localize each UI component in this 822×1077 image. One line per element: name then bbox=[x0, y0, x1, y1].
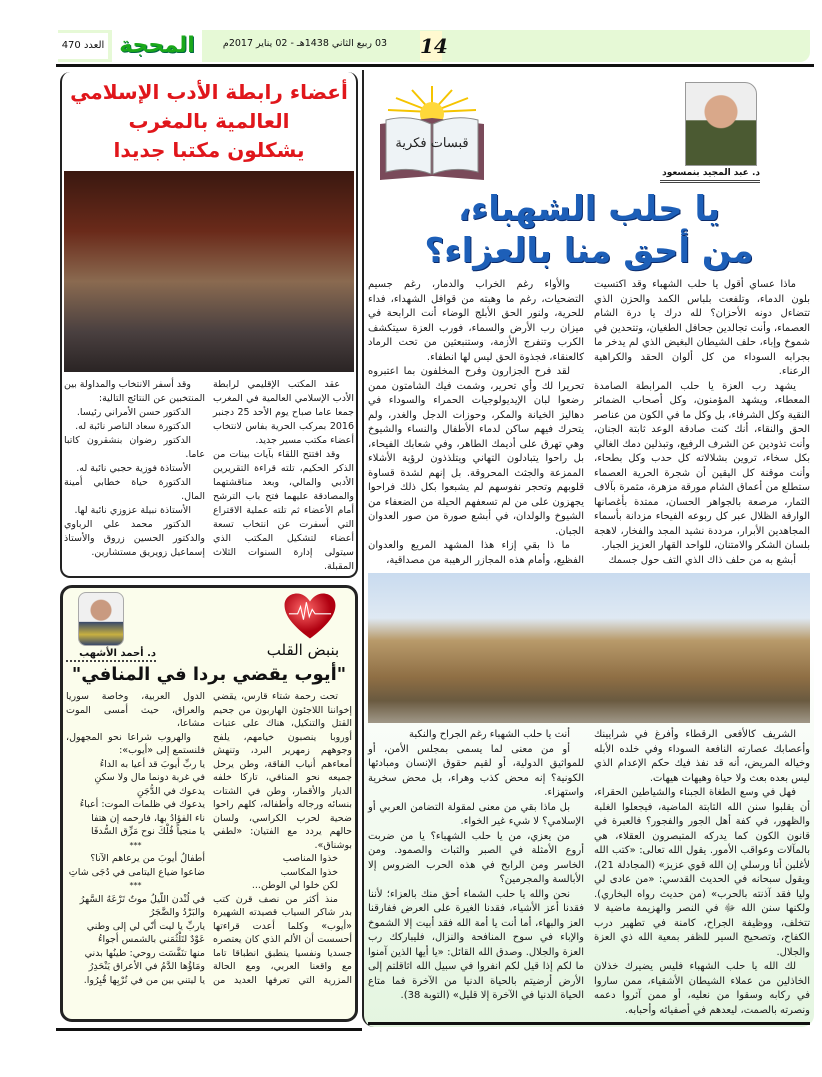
poem-line: في غربة دونما مال ولا سكنِ bbox=[94, 772, 205, 783]
headline-line: يشكلون مكتبا جديدا bbox=[113, 138, 305, 162]
separator: *** bbox=[129, 881, 142, 890]
paragraph: الشريف كالأفعى الرقطاء وأفرغ في شرايينك وأعصابك عصارته النافعة السوداء وفي خلده الأبله وخياله المريض، أنه قد نفذ فيك حكم الإعدام الذي ليس بعده بعث ولا حياة وهيهات هيهات. bbox=[594, 729, 810, 784]
paragraph: بل ماذا بقي من معنى لمقولة التضامن العربي أو الإسلامي؟ لا شيء غير الخواء. bbox=[368, 801, 584, 827]
paragraph: يشهد رب العزة يا حلب المرابطة الصامدة المعطاء، ويشهد المؤمنون، وكل أصحاب الضمائر النقية وكل الشرفاء، بل وكل ما في الكون من عناصر الحق والنقاء، أنك كنت صادقة الوعد ثابتة الجنان، وأنت تذودين عن الشرف الرفيع، وتبذلين دمك الغالي بكل سخاء، تروين بشلالاته كل حدب وكل بطحاء، وأنت موقنة كل اليقين أن شجرة الحرية العصماء ستطلع من أعماق الشام مورقة مزهرة، مثمرة بآلاف الثمار، مرصعة بالجواهر الحسان، ممتدة بأغصانها الوارفة الظلال عبر كل ربوعه الفيحاء مزدانة بأسماء المجاهدين الأبرار، مرددة نشيد المجد والفخار، لاهجة بلسان الشكر والامتنان، للواحد القهار العزيز الجبار. bbox=[594, 380, 810, 551]
paragraph: نحن والله يا حلب الشماء أحق منك بالعزاء؛ لأننا فقدنا أعز الأشياء، فقدنا الغيرة على العرض ففارقنا العز والبهاء، أما أنت يا أمة الله فقد أبيت إلا الشموخ والإباء في سوح المنافحة والنزال، فليباركك رب العزة والجلال. وصدق الله القائل: «يا أيها الذين آمنوا ما لكم إذا قيل لكم انفروا في سبيل الله اثاقلتم إلى الأرض أرضيتم بالحياة الدنيا من الآخرة فما متاع الحياة الدنيا في الآخرة إلا قليل» (التوبة 38). bbox=[368, 888, 584, 1001]
article-columns-top bbox=[368, 278, 810, 568]
poem-line: يدعوك في ظلمات الموت: أعباءُ bbox=[79, 799, 205, 810]
poem-line: أطفالُ أيوبَ من يرعاهم الآنا؟ bbox=[90, 853, 205, 864]
paragraph: منذ أكثر من نصف قرن كتب بدر شاكر السياب قصيدته الشهيرة «أيوب» وكلما أعدت قراءتها أحسست أن الألم الذي كان يعتصره جسديا ونفسيا ينطبق انطباقا تاما مع واقعنا العربي، ومع الحالة المزرية التي تعرفها العديد من الدول العربية، وخاصة سوريا والعراق، حيث أمسى الموت مشاعا، bbox=[66, 691, 352, 986]
paragraph: وقد افتتح اللقاء بآيات بينات من الذكر الحكيم، تلته قراءة التقريرين الأدبي والمالي، وبعد مناقشتهما والمصادقة عليهما فتح باب الترشح أمام الأعضاء ثم تلته عملية الاقتراع التي أسفرت عن انتخاب تسعة أعضاء لتشكيل المكتب الذي سيتولى إدارة السنوات الثلاث المقبلة. bbox=[213, 449, 354, 572]
paragraph: لقد فرح الجزارون وفرح المخلفون بما اعتبروه تحريرا لك وأي تحرير، وشمت فيك الشامتون ممن رضعوا لبان الإيديولوجيات الحمراء والسوداء في دهاليز الخيانة والمكر، وحوزات الدجل والغدر، ولم يتحرك فيهم ساكن لدماء الأطفال والنساء والشيوخ وهي تهرق على أديمك الطاهر، وفي شعابك الفيحاء، بل راحوا يتبادلون التهاني ويتلذذون لرؤية الأشلاء الممزعة والجثث المحروقة. بل إنهم لشدة قساوة قلوبهم وتحجر نفوسهم لم يشبعوا بكل ذلك فراحوا يجهزون على من لم تسعفهم الحيلة من الضعفاء من الشيوخ والولدان، في أبشع صورة من صور العدوان الجبان. bbox=[368, 366, 584, 537]
poem-line: يا ليتني بين من في تُرْبِها قُبِرُوا. bbox=[83, 974, 205, 986]
paragraph: من يعزي، من يا حلب الشهباء؟ يا من ضربت أروع الأمثلة في الصبر والثبات والصمود. ومن الخاسر ومن الرابح في هذه الحرب الضروس إلا الأبالسة والمجرمين؟ bbox=[368, 830, 584, 885]
box2-columns bbox=[66, 690, 352, 987]
author-photo bbox=[78, 592, 124, 646]
poem-line: في لُنْدن اللّيلُ موتٌ تَرْعَهُ السَّهرُ bbox=[79, 893, 205, 905]
paragraph: فهل في وسع الطغاة الجبناء والشياطين الحقراء، أن يقلبوا سنن الله الثابتة الماضية، فيجعلوا الغلبة والظهور، في كفة أهل الجور والفجور؟ فالعبرة في قانون الكون كما يدركه المتبصرون العقلاء، هي بالمآلات وعواقب الأمور. يقول الله تعالى: «كتب الله لأغلبن أنا ورسلي إن الله قوي عزيز» (المجادلة 21)، ويقول سبحانه في الحديث القدسي: «من عادى لي وليا فقد آذنته بالحرب» (من حديث رواه البخاري). ولكنها سنن الله ﷻ في النصر والهزيمة ماضية لا تتخلف، ووظيفة الجراح، كامنة في تطهير درب الكفاح، وتصحيح السير للظفر بمعية الله ذي العزة والجلال. bbox=[594, 787, 810, 958]
box1-headline bbox=[64, 78, 354, 165]
bottom-divider bbox=[56, 1028, 362, 1031]
paragraph: ما ذا بقي إزاء هذا المشهد المريع والعدوان الفظيع، وأمام هذه المجازر الرهيبة من مصداقية، bbox=[368, 540, 584, 566]
author-photo bbox=[685, 82, 757, 166]
poem-line: ياربِّ يا ليت أنّي لي إلى وطني bbox=[86, 920, 205, 932]
paragraph: لكن خلوا لي الوطن... bbox=[251, 880, 338, 891]
paragraph: ماذا عساي أقول يا حلب الشهباء وقد اكتسيت بلون الدماء، وتلفعت بلباس الكمد والحزن الذي تتضاءل دونه الأحزان؟ لله درك يا درة الشام العصماء، وأنت تجالدين جحافل الطغيان، وتتحدين في شموخ وإباء، حلف الشيطان البغيض الذي لم يدخر ما بجرابه السوداء من كل ألوان الحقد والكراهية الرعناء. bbox=[594, 279, 810, 377]
poem-line: يا ربِّ أيوبَ قد أعيا به الداءُ bbox=[99, 758, 205, 770]
article-headline bbox=[368, 188, 810, 272]
poem-line: يدعوك في الدُّجَنِ bbox=[136, 785, 205, 797]
poem-line: والبَرْدُ والضَّجَرُ bbox=[149, 907, 205, 918]
column-name: بنبض القلب bbox=[266, 641, 340, 659]
paragraph: أو من معنى لما يسمى بمجلس الأمن، أو للمواثيق الدولية، أو لقيم حقوق الإنسان ومبادئها الكونية؟ إنه محض كذب وهراء، بل محض سخرية واستهزاء. bbox=[368, 743, 584, 798]
poem-line: منها تنَفَّسَت روحي: طينُها بدني bbox=[84, 947, 205, 959]
headline-line: أعضاء رابطة الأدب الإسلامي bbox=[70, 80, 348, 104]
paragraph: أنت يا حلب الشهباء رغم الجراح والنكبة bbox=[408, 729, 570, 740]
paragraph: خذوا المكاسب bbox=[280, 866, 338, 878]
open-book-logo-icon bbox=[376, 84, 488, 184]
author-name: د. أحمد الأشهب bbox=[66, 647, 156, 662]
separator: *** bbox=[129, 840, 142, 850]
box2-headline: "أيوب يقضي بردا في المنافي" bbox=[71, 664, 347, 685]
aleppo-citadel-photo bbox=[368, 573, 810, 723]
box1-columns bbox=[64, 378, 354, 574]
paragraph: لك الله يا حلب الشهباء فليس يضيرك خذلان الخاذلين من عملاء الشيطان الأشقياء، ممن ساروا في ركابه وسقوا من نعليه، أو ممن آثروا دعمه ونصرته بالصمت، ليعدهم في أصفيائه وأحبابه. bbox=[594, 961, 810, 1016]
paragraph: عقد المكتب الإقليمي لرابطة الأدب الإسلامي العالمية في المغرب جمعا عاما صباح يوم الأحد 25 دجنبر 2016 بمركب الحرية بفاس لانتخاب أعضاء مكتب مسير جديد. bbox=[213, 379, 354, 446]
author-name: د. عبد المجيد بنمسعود bbox=[660, 168, 760, 183]
heartbeat-heart-icon bbox=[282, 592, 338, 640]
paragraph: تحت رحمة شتاء قارس، يقضي إخواننا اللاجئون الهاربون من جحيم القتل والتنكيل، هناك على عتبات أوروبا ينصبون خيامهم، يلفح وجوههم زمهرير البرد، وتنهش أمعاءهم أنياب الفاقة، وطن يرحل جميعه نحو المنافي، تاركا خلفه الديار والأقمار، وطن في الشتات بنسائه ورجاله وأطفاله، كلهم راحوا ضحية لحرب الكراسي، ولسان حالهم يردد مع الفتيان: «لطفي بوشناق». bbox=[213, 691, 352, 851]
headline-line-2: من أحق منا بالعزاء؟ bbox=[424, 231, 754, 271]
newspaper-logo: المحجة bbox=[112, 30, 202, 62]
paragraph: الأستاذة نبيلة عزوزي نائبة لها. bbox=[74, 505, 191, 516]
box1-flow bbox=[64, 78, 354, 574]
paragraph: والأواء رغم الخراب والدمار، رغم جسيم التضحيات، رغم ما وهبته من قوافل الشهداء، فداء للحرية، ولنور الحق الأبلج الوضاء أنت الرابحة في ميزان رب الأرض والسماء، فورب العزة سيتكشف الكرب وتنفرج الأزمة، وستنبعثين من تحت الرماد كالعنقاء، فجذوة الحق ليس لها انطفاء. bbox=[368, 279, 584, 363]
paragraph: الدكتورة سعاد الناصر نائبة له. bbox=[75, 421, 191, 432]
paragraph: الأستاذة فوزية حجبي نائبة له. bbox=[76, 463, 191, 474]
paragraph: وقد أسفر الانتخاب والمداولة بين المنتخبين عن النتائج التالية: bbox=[64, 379, 205, 404]
paragraph: الدكتور حسن الأمراني رئيسا. bbox=[76, 407, 191, 418]
paragraph: الدكتور رضوان بنشقرون كاتبا عاما. bbox=[64, 435, 205, 460]
poem-line: عَوْدٌ لتَلْثُمَني بالشمس أجواءُ bbox=[98, 934, 205, 945]
article-columns-bottom bbox=[368, 728, 810, 1018]
poem-line: ناء الفؤادُ بها، فارحمه إن هتفا bbox=[91, 812, 205, 824]
main-article-flow bbox=[368, 188, 810, 1025]
issue-number: العدد 470 bbox=[58, 33, 108, 59]
page-number: 14 bbox=[420, 31, 442, 61]
box2-flow bbox=[66, 590, 352, 1018]
poem-line: ومَاؤُها الدَّمُ في الأعراق يَنْحَدِرُ bbox=[88, 961, 205, 972]
header-divider bbox=[56, 64, 814, 67]
poem-line: يا منجياً فُلْكَ نوح مَزِّق السُّدفَا bbox=[91, 826, 205, 837]
issue-date: 03 ربيع الثاني 1438هـ - 02 يناير 2017م bbox=[222, 38, 388, 49]
box2-header bbox=[66, 590, 352, 662]
paragraph: والهروب شراعا نحو المجهول، فلنستمع إلى «أيوب»: bbox=[66, 731, 205, 756]
bottom-divider bbox=[368, 1022, 810, 1025]
paragraph: الدكتورة حياة خطابي أمينة المال. bbox=[64, 477, 205, 502]
paragraph: الدكتور محمد علي الرباوي والدكتور الحسين زروق والأستاذ إسماعيل زويريق مستشارين. bbox=[64, 519, 205, 558]
meeting-photo bbox=[64, 171, 354, 372]
paragraph: أبشع به من حلف ذاك الذي التف حول جسمك bbox=[608, 554, 796, 566]
section-logo-text: قبسات فكرية bbox=[395, 136, 469, 151]
paragraph: خذوا المناصب bbox=[282, 853, 338, 864]
poem-line: ضاعوا ضياع اليتامى في دُجَى شاتِ bbox=[68, 866, 205, 878]
headline-line: العالمية بالمغرب bbox=[128, 109, 290, 133]
headline-line-1: يا حلب الشهباء، bbox=[458, 189, 720, 229]
